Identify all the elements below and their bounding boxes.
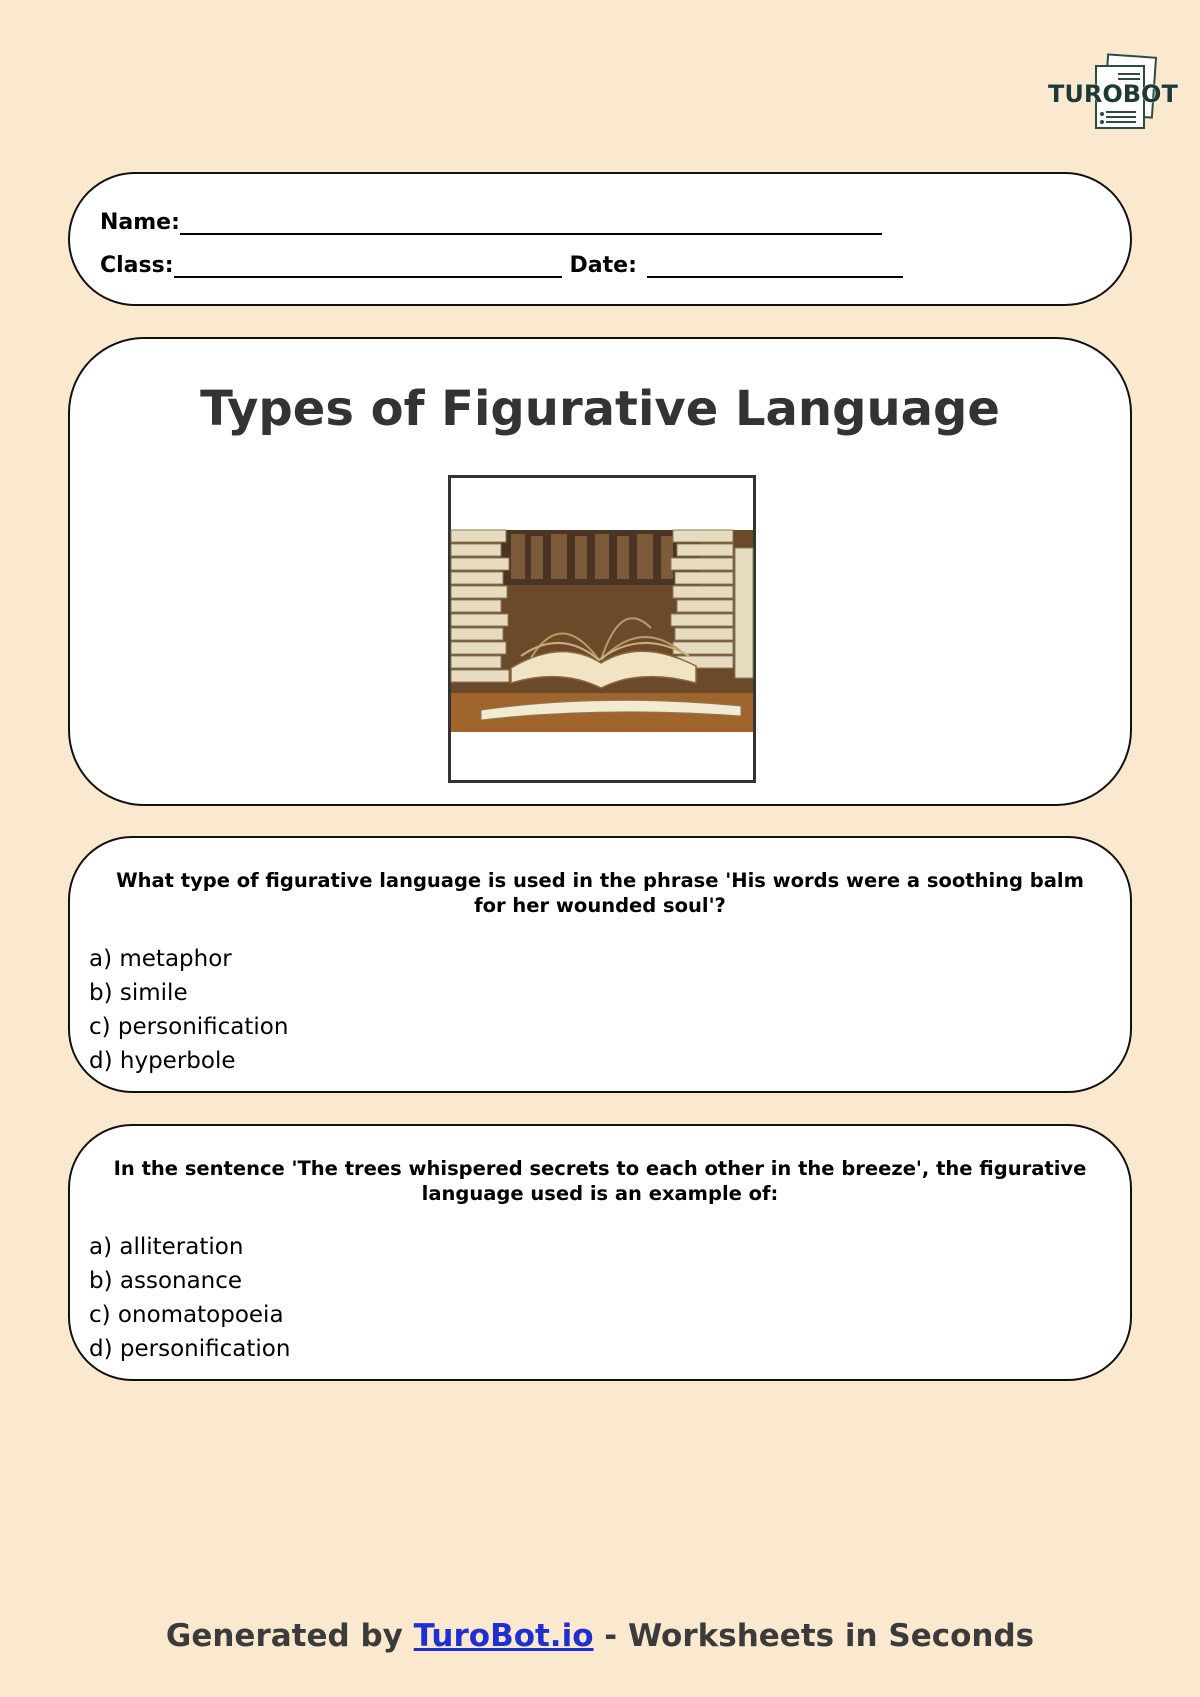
footer-prefix: Generated by: [165, 1618, 414, 1654]
date-label: Date:: [569, 253, 637, 278]
answer-options: [89, 942, 288, 1078]
question-card-2: [68, 1124, 1132, 1381]
answer-option-c[interactable]: c) personification: [89, 1014, 289, 1040]
answer-option-a[interactable]: a) metaphor: [89, 946, 232, 972]
answer-option-c[interactable]: c) onomatopoeia: [89, 1302, 284, 1328]
answer-options: [89, 1230, 290, 1366]
books-image: [448, 475, 756, 783]
footer: [0, 1618, 1200, 1654]
student-info-panel: [68, 172, 1132, 306]
question-text: In the sentence 'The trees whispered secrets to each other in the breeze', the figurative language used is an example of:: [113, 1157, 1087, 1205]
answer-option-b[interactable]: b) assonance: [89, 1268, 243, 1294]
name-field[interactable]: [180, 211, 882, 235]
answer-option-a[interactable]: a) alliteration: [89, 1234, 244, 1260]
turobot-logo: [1044, 52, 1178, 138]
answer-option-b[interactable]: b) simile: [89, 980, 188, 1006]
question-card-1: [68, 836, 1132, 1093]
turobot-link[interactable]: TuroBot.io: [413, 1618, 594, 1654]
class-label: Class:: [100, 253, 174, 278]
title-panel: [68, 337, 1132, 806]
worksheet-title: Types of Figurative Language: [200, 381, 1000, 437]
class-field[interactable]: [174, 254, 562, 278]
name-row: [100, 210, 882, 235]
answer-option-d[interactable]: d) personification: [89, 1336, 291, 1362]
logo-wordmark: TUROBOT: [1048, 80, 1178, 108]
question-text: What type of figurative language is used in the phrase 'His words were a soothing balm for her wounded soul'?: [116, 869, 1084, 917]
date-field[interactable]: [647, 254, 903, 278]
answer-option-d[interactable]: d) hyperbole: [89, 1048, 236, 1074]
footer-suffix: - Worksheets in Seconds: [593, 1618, 1035, 1654]
class-date-row: [100, 253, 903, 278]
name-label: Name:: [100, 210, 180, 235]
